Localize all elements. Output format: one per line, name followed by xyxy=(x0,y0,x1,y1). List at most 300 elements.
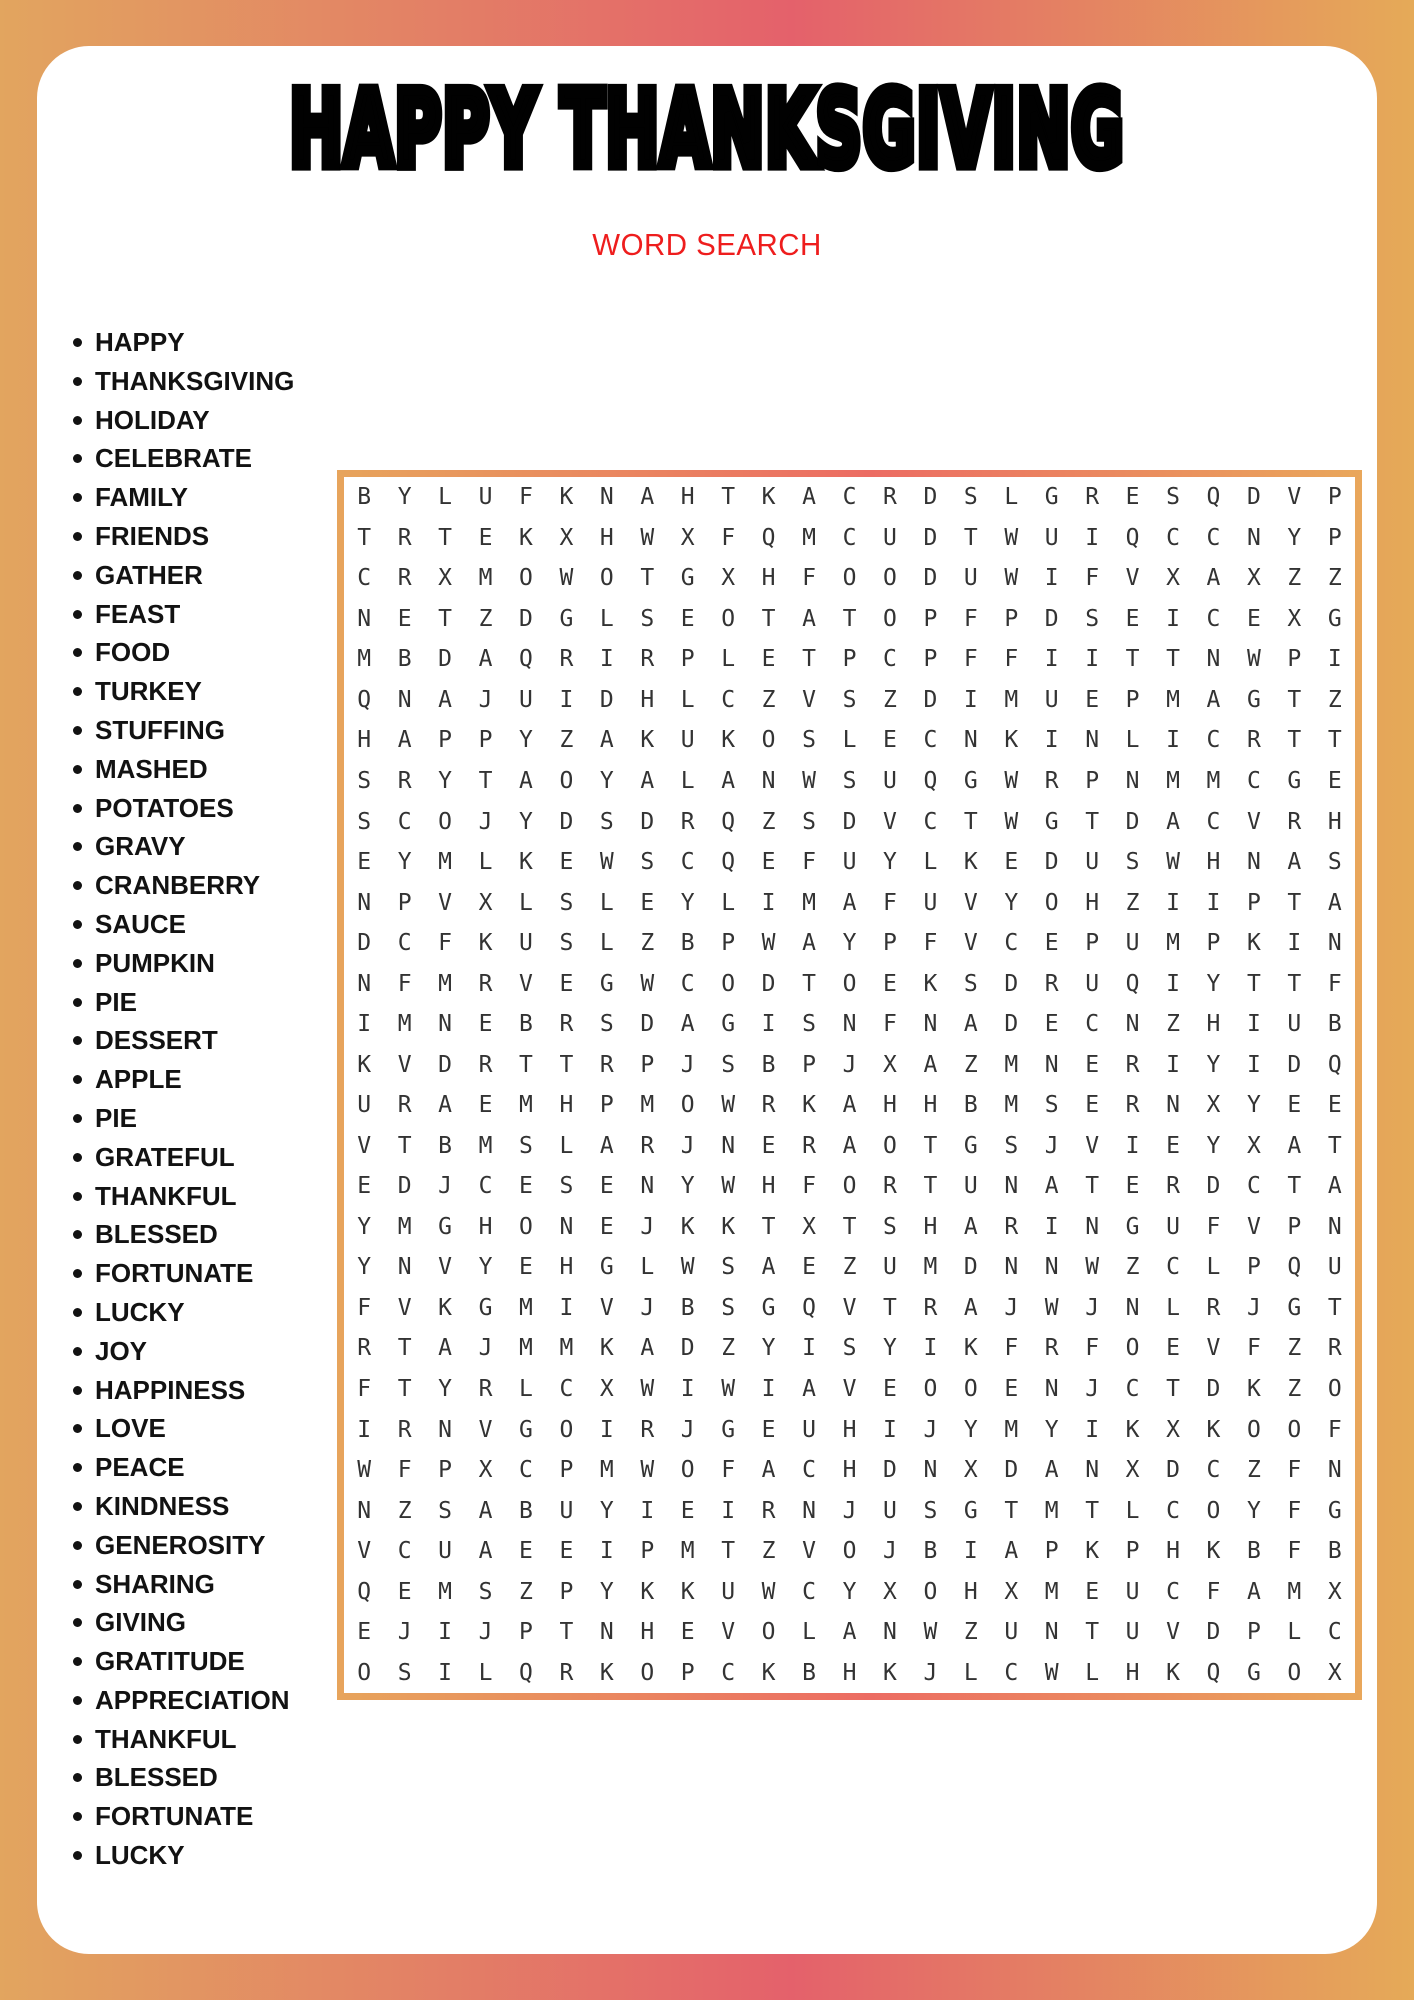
grid-cell: N xyxy=(1125,767,1140,794)
grid-cell: E xyxy=(1004,1375,1019,1402)
grid-cell: H xyxy=(680,484,695,511)
grid-cell: F xyxy=(1004,646,1019,673)
grid-cell: W xyxy=(640,970,655,997)
grid-cell: S xyxy=(842,1335,857,1362)
grid-cell: A xyxy=(802,930,816,957)
grid-cell: M xyxy=(680,1538,695,1565)
grid-cell: E xyxy=(761,849,776,876)
grid-cell: I xyxy=(1166,605,1180,632)
grid-cell: F xyxy=(1246,1335,1261,1362)
grid-cell: O xyxy=(1327,1375,1342,1402)
grid-cell: M xyxy=(1004,1092,1019,1119)
grid-cell: V xyxy=(1125,565,1140,592)
word-label: FORTUNATE xyxy=(95,1801,254,1832)
grid-cell: P xyxy=(680,1659,695,1686)
grid-cell: U xyxy=(680,727,695,754)
grid-cell: V xyxy=(357,1132,372,1159)
grid-cell: R xyxy=(478,1051,493,1078)
grid-cell: N xyxy=(1044,1051,1059,1078)
grid-cell: R xyxy=(680,808,695,835)
grid-cell: P xyxy=(478,727,493,754)
grid-cell: X xyxy=(1004,1578,1019,1605)
grid-cell: H xyxy=(640,1619,655,1646)
grid-cell: E xyxy=(478,1011,493,1038)
grid-cell: L xyxy=(923,849,938,876)
grid-cell: T xyxy=(923,1132,938,1159)
grid-cell: G xyxy=(438,1213,453,1240)
grid-cell: M xyxy=(1166,930,1180,957)
grid-cell: K xyxy=(721,727,736,754)
grid-cell: U xyxy=(1125,1578,1140,1605)
grid-cell: O xyxy=(761,1619,776,1646)
grid-cell: J xyxy=(680,1416,695,1443)
grid-cell: I xyxy=(761,889,776,916)
grid-cell: P xyxy=(1085,767,1100,794)
word-list-item xyxy=(72,1526,294,1565)
grid-cell: R xyxy=(1044,970,1059,997)
grid-cell: S xyxy=(1327,849,1342,876)
grid-cell: N xyxy=(438,1011,453,1038)
grid-cell: T xyxy=(761,1213,776,1240)
grid-cell: C xyxy=(397,1538,412,1565)
bullet-icon xyxy=(73,920,82,929)
word-label: GIVING xyxy=(95,1607,187,1638)
grid-cell: F xyxy=(1085,1335,1100,1362)
grid-cell: I xyxy=(1044,565,1059,592)
grid-cell: D xyxy=(923,686,938,713)
grid-cell: N xyxy=(559,1213,574,1240)
grid-cell: R xyxy=(883,1173,897,1200)
grid-cell: T xyxy=(1166,1375,1180,1402)
grid-cell: L xyxy=(680,767,695,794)
grid-cell: E xyxy=(1085,686,1100,713)
grid-cell: T xyxy=(559,1619,574,1646)
grid-cell: M xyxy=(923,1254,938,1281)
grid-cell: I xyxy=(599,1538,614,1565)
grid-cell: F xyxy=(438,930,453,957)
grid-cell: N xyxy=(1044,1254,1059,1281)
grid-cell: Z xyxy=(761,808,776,835)
grid-cell: Z xyxy=(1125,1254,1140,1281)
grid-cell: Y xyxy=(680,889,695,916)
grid-cell: F xyxy=(1327,970,1342,997)
grid-cell: A xyxy=(963,1011,978,1038)
grid-cell: P xyxy=(559,1457,574,1484)
grid-cell: A xyxy=(802,484,816,511)
word-label: PEACE xyxy=(95,1452,185,1483)
grid-cell: L xyxy=(438,484,453,511)
grid-cell: T xyxy=(397,1132,412,1159)
grid-cell: R xyxy=(640,646,655,673)
grid-cell: D xyxy=(923,565,938,592)
grid-cell: S xyxy=(1085,605,1100,632)
bullet-icon xyxy=(73,1036,82,1045)
grid-cell: E xyxy=(1287,1092,1302,1119)
grid-cell: P xyxy=(559,1578,574,1605)
grid-cell: E xyxy=(680,1497,695,1524)
grid-cell: G xyxy=(1044,808,1059,835)
grid-cell: I xyxy=(883,1416,897,1443)
word-list-item xyxy=(72,1565,294,1604)
grid-cell: S xyxy=(1125,849,1140,876)
grid-cell: H xyxy=(1206,849,1221,876)
grid-cell: C xyxy=(1125,1375,1140,1402)
grid-cell: F xyxy=(883,1011,897,1038)
grid-cell: P xyxy=(640,1538,655,1565)
grid-cell: U xyxy=(357,1092,372,1119)
word-list-item xyxy=(72,789,294,828)
word-label: GATHER xyxy=(95,559,203,590)
grid-cell: E xyxy=(1327,767,1342,794)
grid-cell: N xyxy=(842,1011,857,1038)
bullet-icon xyxy=(73,1114,82,1123)
grid-cell: M xyxy=(1166,767,1180,794)
grid-cell: M xyxy=(1004,1051,1019,1078)
grid-cell: I xyxy=(1085,1416,1100,1443)
grid-cell: Y xyxy=(883,849,897,876)
grid-cell: R xyxy=(761,1092,776,1119)
grid-cell: M xyxy=(1044,1497,1059,1524)
grid-cell: U xyxy=(1085,849,1100,876)
grid-cell: V xyxy=(599,1294,614,1321)
word-list-item xyxy=(72,1060,294,1099)
grid-cell: A xyxy=(438,1335,453,1362)
grid-cell: T xyxy=(721,484,736,511)
grid-cell: C xyxy=(842,524,857,551)
grid-cell: T xyxy=(1085,808,1100,835)
grid-cell: T xyxy=(1327,1132,1342,1159)
grid-cell: M xyxy=(519,1092,533,1119)
grid-cell: V xyxy=(721,1619,736,1646)
grid-cell: F xyxy=(883,889,897,916)
grid-cell: W xyxy=(923,1619,938,1646)
grid-cell: M xyxy=(438,1578,453,1605)
grid-cell: F xyxy=(1085,565,1100,592)
grid-cell: V xyxy=(1166,1619,1180,1646)
grid-cell: Y xyxy=(478,1254,493,1281)
grid-cell: N xyxy=(1044,1619,1059,1646)
word-label: CRANBERRY xyxy=(95,870,261,901)
word-list-item xyxy=(72,1603,294,1642)
grid-cell: C xyxy=(1206,1457,1221,1484)
word-label: HOLIDAY xyxy=(95,404,210,435)
grid-cell: Y xyxy=(397,484,412,511)
grid-cell: R xyxy=(478,970,493,997)
bullet-icon xyxy=(73,1580,82,1589)
grid-cell: I xyxy=(1206,889,1221,916)
bullet-icon xyxy=(73,1386,82,1395)
grid-cell: Y xyxy=(883,1335,897,1362)
grid-cell: R xyxy=(640,1132,655,1159)
grid-cell: M xyxy=(802,889,816,916)
grid-cell: E xyxy=(1125,1173,1140,1200)
grid-cell: Z xyxy=(963,1051,978,1078)
grid-cell: J xyxy=(640,1213,655,1240)
word-list-item xyxy=(72,1215,294,1254)
grid-cell: N xyxy=(640,1173,655,1200)
grid-cell: X xyxy=(1246,565,1261,592)
grid-cell: L xyxy=(721,646,736,673)
grid-cell: H xyxy=(1085,889,1100,916)
bullet-icon xyxy=(73,571,82,580)
grid-cell: U xyxy=(1044,686,1059,713)
grid-cell: K xyxy=(438,1294,453,1321)
grid-cell: Z xyxy=(883,686,897,713)
grid-cell: T xyxy=(357,524,372,551)
grid-cell: Y xyxy=(1004,889,1019,916)
grid-cell: C xyxy=(478,1173,493,1200)
grid-cell: E xyxy=(1085,1092,1100,1119)
grid-cell: G xyxy=(963,1497,978,1524)
grid-cell: C xyxy=(721,1659,736,1686)
grid-cell: Z xyxy=(478,605,493,632)
grid-cell: U xyxy=(519,686,533,713)
grid-cell: H xyxy=(842,1457,857,1484)
grid-cell: N xyxy=(1206,646,1221,673)
grid-cell: V xyxy=(802,1538,816,1565)
grid-cell: V xyxy=(963,889,978,916)
grid-cell: C xyxy=(680,970,695,997)
grid-cell: K xyxy=(478,930,493,957)
grid-cell: T xyxy=(1327,727,1342,754)
grid-cell: M xyxy=(478,565,493,592)
grid-cell: O xyxy=(1246,1416,1261,1443)
grid-cell: A xyxy=(1044,1457,1059,1484)
grid-cell: J xyxy=(438,1173,453,1200)
grid-cell: Y xyxy=(357,1254,372,1281)
grid-cell: V xyxy=(842,1294,857,1321)
bullet-icon xyxy=(73,610,82,619)
grid-cell: X xyxy=(478,889,493,916)
word-label: APPLE xyxy=(95,1064,182,1095)
grid-cell: F xyxy=(802,565,816,592)
grid-cell: L xyxy=(802,1619,816,1646)
grid-cell: R xyxy=(559,646,574,673)
word-label: STUFFING xyxy=(95,714,225,745)
grid-cell: B xyxy=(680,1294,695,1321)
bullet-icon xyxy=(73,1230,82,1239)
grid-cell: P xyxy=(438,727,453,754)
grid-cell: N xyxy=(438,1416,453,1443)
grid-cell: P xyxy=(1125,1538,1140,1565)
grid-cell: F xyxy=(1206,1578,1221,1605)
grid-cell: C xyxy=(680,849,695,876)
grid-cell: M xyxy=(1206,767,1221,794)
word-label: POTATOES xyxy=(95,792,234,823)
grid-cell: N xyxy=(883,1619,897,1646)
grid-cell: M xyxy=(438,849,453,876)
grid-cell: A xyxy=(599,727,614,754)
grid-cell: G xyxy=(963,1132,978,1159)
grid-cell: O xyxy=(721,605,736,632)
word-list-item xyxy=(72,595,294,634)
grid-cell: W xyxy=(599,849,614,876)
bullet-icon xyxy=(73,1153,82,1162)
subtitle: WORD SEARCH xyxy=(592,227,822,262)
grid-cell: Z xyxy=(1287,1335,1302,1362)
grid-cell: R xyxy=(397,524,412,551)
bullet-icon xyxy=(73,959,82,968)
grid-cell: N xyxy=(357,970,372,997)
grid-cell: A xyxy=(640,767,655,794)
grid-cell: B xyxy=(1246,1538,1261,1565)
grid-cell: F xyxy=(397,1457,412,1484)
grid-cell: O xyxy=(1044,889,1059,916)
grid-cell: E xyxy=(559,849,574,876)
grid-cell: T xyxy=(963,524,978,551)
grid-cell: W xyxy=(761,1578,776,1605)
grid-cell: I xyxy=(438,1619,453,1646)
grid-cell: R xyxy=(883,484,897,511)
bullet-icon xyxy=(73,1075,82,1084)
grid-cell: T xyxy=(1246,970,1261,997)
grid-cell: C xyxy=(1004,930,1019,957)
grid-cell: R xyxy=(1085,484,1100,511)
grid-cell: D xyxy=(357,930,372,957)
grid-cell: F xyxy=(1287,1497,1302,1524)
grid-cell: W xyxy=(1004,524,1019,551)
grid-cell: W xyxy=(1166,849,1180,876)
grid-cell: N xyxy=(1327,1457,1342,1484)
grid-cell: G xyxy=(599,1254,614,1281)
worksheet-card xyxy=(37,46,1377,1954)
grid-cell: L xyxy=(680,686,695,713)
bullet-icon xyxy=(73,765,82,774)
grid-cell: C xyxy=(1085,1011,1100,1038)
grid-cell: X xyxy=(1246,1132,1261,1159)
grid-cell: E xyxy=(883,1375,897,1402)
grid-cell: R xyxy=(1125,1051,1140,1078)
grid-cell: F xyxy=(1206,1213,1221,1240)
grid-cell: A xyxy=(478,646,493,673)
grid-cell: C xyxy=(1166,1578,1180,1605)
grid-cell: G xyxy=(721,1416,736,1443)
grid-cell: K xyxy=(1206,1538,1221,1565)
word-list-item xyxy=(72,362,294,401)
word-list-item xyxy=(72,672,294,711)
grid-cell: M xyxy=(478,1132,493,1159)
grid-cell: O xyxy=(640,1659,655,1686)
grid-cell: F xyxy=(397,970,412,997)
grid-cell: Y xyxy=(1206,1051,1221,1078)
grid-cell: D xyxy=(1044,605,1059,632)
grid-cell: U xyxy=(923,889,938,916)
grid-cell: W xyxy=(640,1375,655,1402)
grid-cell: R xyxy=(1044,767,1059,794)
grid-cell: M xyxy=(599,1457,614,1484)
grid-cell: Z xyxy=(1287,1375,1302,1402)
grid-cell: O xyxy=(883,1132,897,1159)
grid-cell: S xyxy=(802,808,816,835)
grid-cell: I xyxy=(963,686,978,713)
grid-cell: G xyxy=(1327,605,1342,632)
grid-cell: C xyxy=(1166,524,1180,551)
grid-cell: E xyxy=(519,1538,533,1565)
grid-cell: K xyxy=(1246,1375,1261,1402)
grid-cell: R xyxy=(1327,1335,1342,1362)
word-list-item xyxy=(72,1138,294,1177)
grid-cell: T xyxy=(963,808,978,835)
grid-cell: N xyxy=(357,889,372,916)
grid-cell: T xyxy=(478,767,493,794)
grid-cell: E xyxy=(478,1092,493,1119)
grid-cell: P xyxy=(1246,889,1261,916)
grid-cell: H xyxy=(478,1213,493,1240)
grid-cell: N xyxy=(1085,727,1100,754)
grid-cell: R xyxy=(1044,1335,1059,1362)
grid-cell: Y xyxy=(963,1416,978,1443)
grid-cell: R xyxy=(478,1375,493,1402)
grid-cell: G xyxy=(1287,1294,1302,1321)
grid-cell: G xyxy=(680,565,695,592)
grid-cell: R xyxy=(1125,1092,1140,1119)
grid-cell: V xyxy=(1085,1132,1100,1159)
grid-cell: M xyxy=(519,1294,533,1321)
grid-cell: K xyxy=(519,524,533,551)
grid-cell: D xyxy=(1206,1375,1221,1402)
grid-cell: B xyxy=(397,646,412,673)
grid-cell: A xyxy=(478,1538,493,1565)
grid-cell: V xyxy=(802,686,816,713)
grid-cell: C xyxy=(397,930,412,957)
grid-cell: A xyxy=(923,1051,938,1078)
grid-cell: Q xyxy=(923,767,938,794)
word-label: GRATITUDE xyxy=(95,1646,245,1677)
grid-cell: J xyxy=(397,1619,412,1646)
grid-cell: L xyxy=(478,1659,493,1686)
grid-cell: W xyxy=(559,565,574,592)
grid-cell: J xyxy=(478,1335,493,1362)
grid-cell: Z xyxy=(1246,1457,1261,1484)
grid-cell: T xyxy=(640,565,655,592)
grid-cell: T xyxy=(761,605,776,632)
word-label: LUCKY xyxy=(95,1296,185,1327)
grid-cell: N xyxy=(1166,1092,1180,1119)
grid-cell: U xyxy=(1125,930,1140,957)
grid-cell: E xyxy=(802,1254,816,1281)
grid-cell: L xyxy=(1125,1497,1140,1524)
grid-cell: N xyxy=(721,1132,736,1159)
grid-cell: W xyxy=(721,1173,736,1200)
grid-cell: L xyxy=(842,727,857,754)
grid-cell: C xyxy=(519,1457,533,1484)
grid-cell: F xyxy=(802,1173,816,1200)
grid-cell: N xyxy=(1246,849,1261,876)
grid-cell: U xyxy=(1327,1254,1342,1281)
bullet-icon xyxy=(73,1269,82,1278)
grid-cell: G xyxy=(761,1294,776,1321)
grid-cell: T xyxy=(802,646,816,673)
grid-cell: T xyxy=(842,1213,857,1240)
grid-cell: B xyxy=(802,1659,816,1686)
grid-cell: L xyxy=(559,1132,574,1159)
word-list-item xyxy=(72,1332,294,1371)
grid-cell: W xyxy=(761,930,776,957)
grid-cell: O xyxy=(559,1416,574,1443)
grid-cell: Y xyxy=(1246,1092,1261,1119)
grid-cell: Y xyxy=(842,930,857,957)
grid-cell: K xyxy=(761,484,776,511)
grid-cell: V xyxy=(438,889,453,916)
grid-cell: K xyxy=(640,1578,655,1605)
grid-cell: X xyxy=(1166,1416,1180,1443)
grid-cell: Y xyxy=(519,727,533,754)
word-label: HAPPINESS xyxy=(95,1374,246,1405)
grid-cell: L xyxy=(519,1375,533,1402)
grid-cell: S xyxy=(519,1132,533,1159)
grid-cell: S xyxy=(357,808,372,835)
grid-cell: R xyxy=(640,1416,655,1443)
